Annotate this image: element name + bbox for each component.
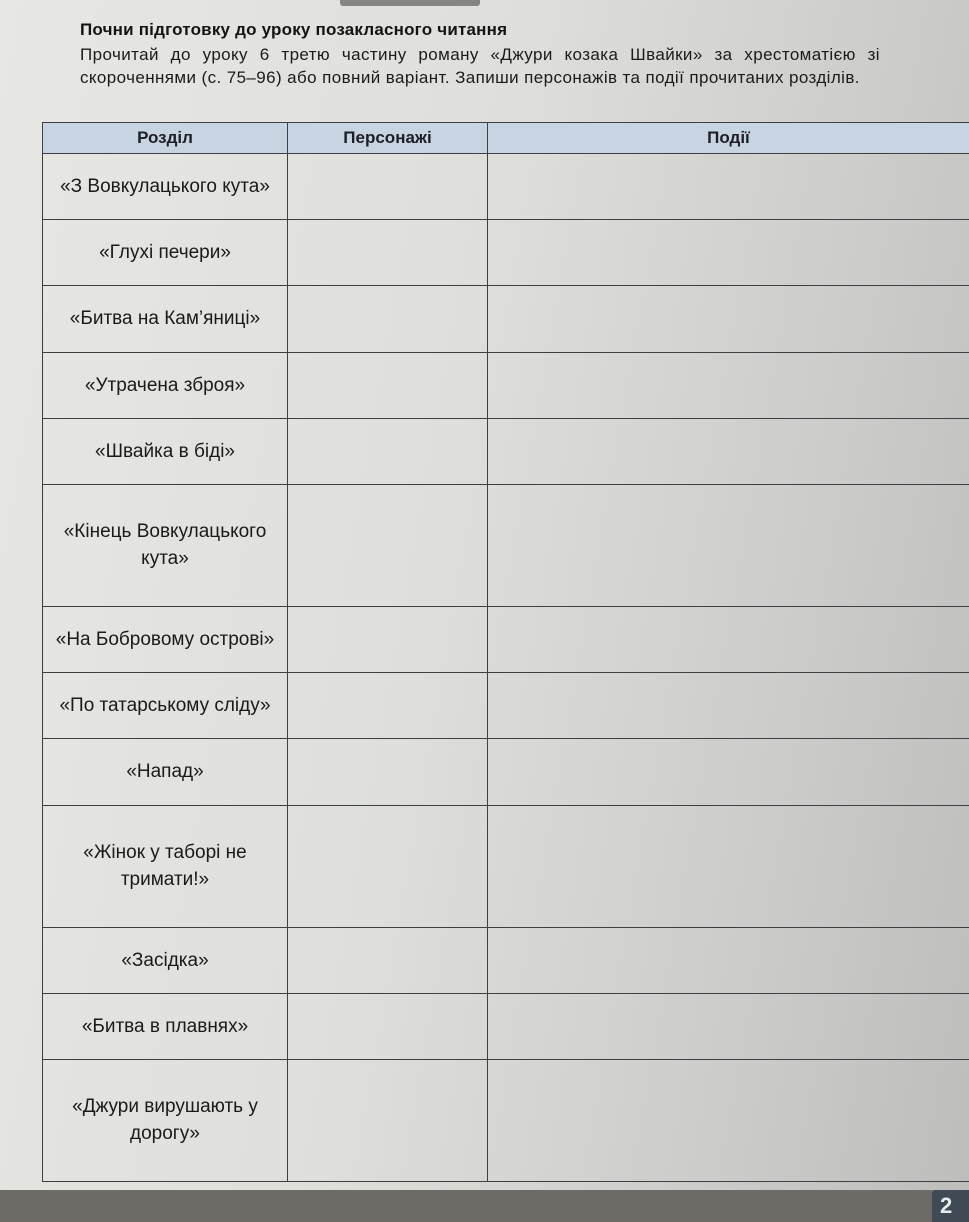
table-row [43,418,969,484]
section-title: «Глухі печери» [43,220,288,286]
events-cell[interactable] [488,673,969,739]
table-row [43,805,969,927]
header-events: Події [488,123,969,154]
table-row [43,1059,969,1181]
section-title: «Засідка» [43,927,288,993]
table-row [43,993,969,1059]
events-cell[interactable] [488,927,969,993]
section-title: «З Вовкулацького кута» [43,154,288,220]
events-cell[interactable] [488,154,969,220]
section-title: «Напад» [43,739,288,805]
table-row [43,739,969,805]
section-title: «Утрачена зброя» [43,352,288,418]
table-row [43,352,969,418]
table-row [43,286,969,352]
task-heading: Почни підготовку до уроку позакласного читання [80,20,508,39]
characters-cell[interactable] [288,805,488,927]
characters-cell[interactable] [288,927,488,993]
events-cell[interactable] [488,805,969,927]
table-row [43,606,969,672]
events-cell[interactable] [488,993,969,1059]
characters-cell[interactable] [288,154,488,220]
characters-cell[interactable] [288,606,488,672]
table-row [43,927,969,993]
events-cell[interactable] [488,1059,969,1181]
section-title: «Битва в плавнях» [43,993,288,1059]
table-header-row [43,123,969,154]
characters-cell[interactable] [288,673,488,739]
table-row [43,154,969,220]
reading-table [42,122,969,1182]
events-cell[interactable] [488,418,969,484]
events-cell[interactable] [488,606,969,672]
events-cell[interactable] [488,286,969,352]
section-title: «Битва на Кам’яниці» [43,286,288,352]
page-number: 2 [932,1190,969,1222]
characters-cell[interactable] [288,220,488,286]
characters-cell[interactable] [288,286,488,352]
header-section: Розділ [43,123,288,154]
task-instruction: Прочитай до уроку 6 третю частину роману «Джури козака Швайки» за хрестоматією зі скороченнями (с. 75–96) або повний варіант. Запиши персонажів та події прочитаних розділів. [80,45,880,87]
events-cell[interactable] [488,739,969,805]
characters-cell[interactable] [288,418,488,484]
characters-cell[interactable] [288,1059,488,1181]
section-title: «По татарському сліду» [43,673,288,739]
characters-cell[interactable] [288,993,488,1059]
section-title: «Кінець Вовкулацького кута» [43,484,288,606]
characters-cell[interactable] [288,352,488,418]
top-strip [340,0,480,6]
section-title: «На Бобровому острові» [43,606,288,672]
events-cell[interactable] [488,484,969,606]
characters-cell[interactable] [288,739,488,805]
events-cell[interactable] [488,352,969,418]
table-row [43,673,969,739]
section-title: «Швайка в біді» [43,418,288,484]
header-characters: Персонажі [288,123,488,154]
section-title: «Жінок у таборі не тримати!» [43,805,288,927]
events-cell[interactable] [488,220,969,286]
section-title: «Джури вирушають у дорогу» [43,1059,288,1181]
table-row [43,220,969,286]
table-row [43,484,969,606]
characters-cell[interactable] [288,484,488,606]
